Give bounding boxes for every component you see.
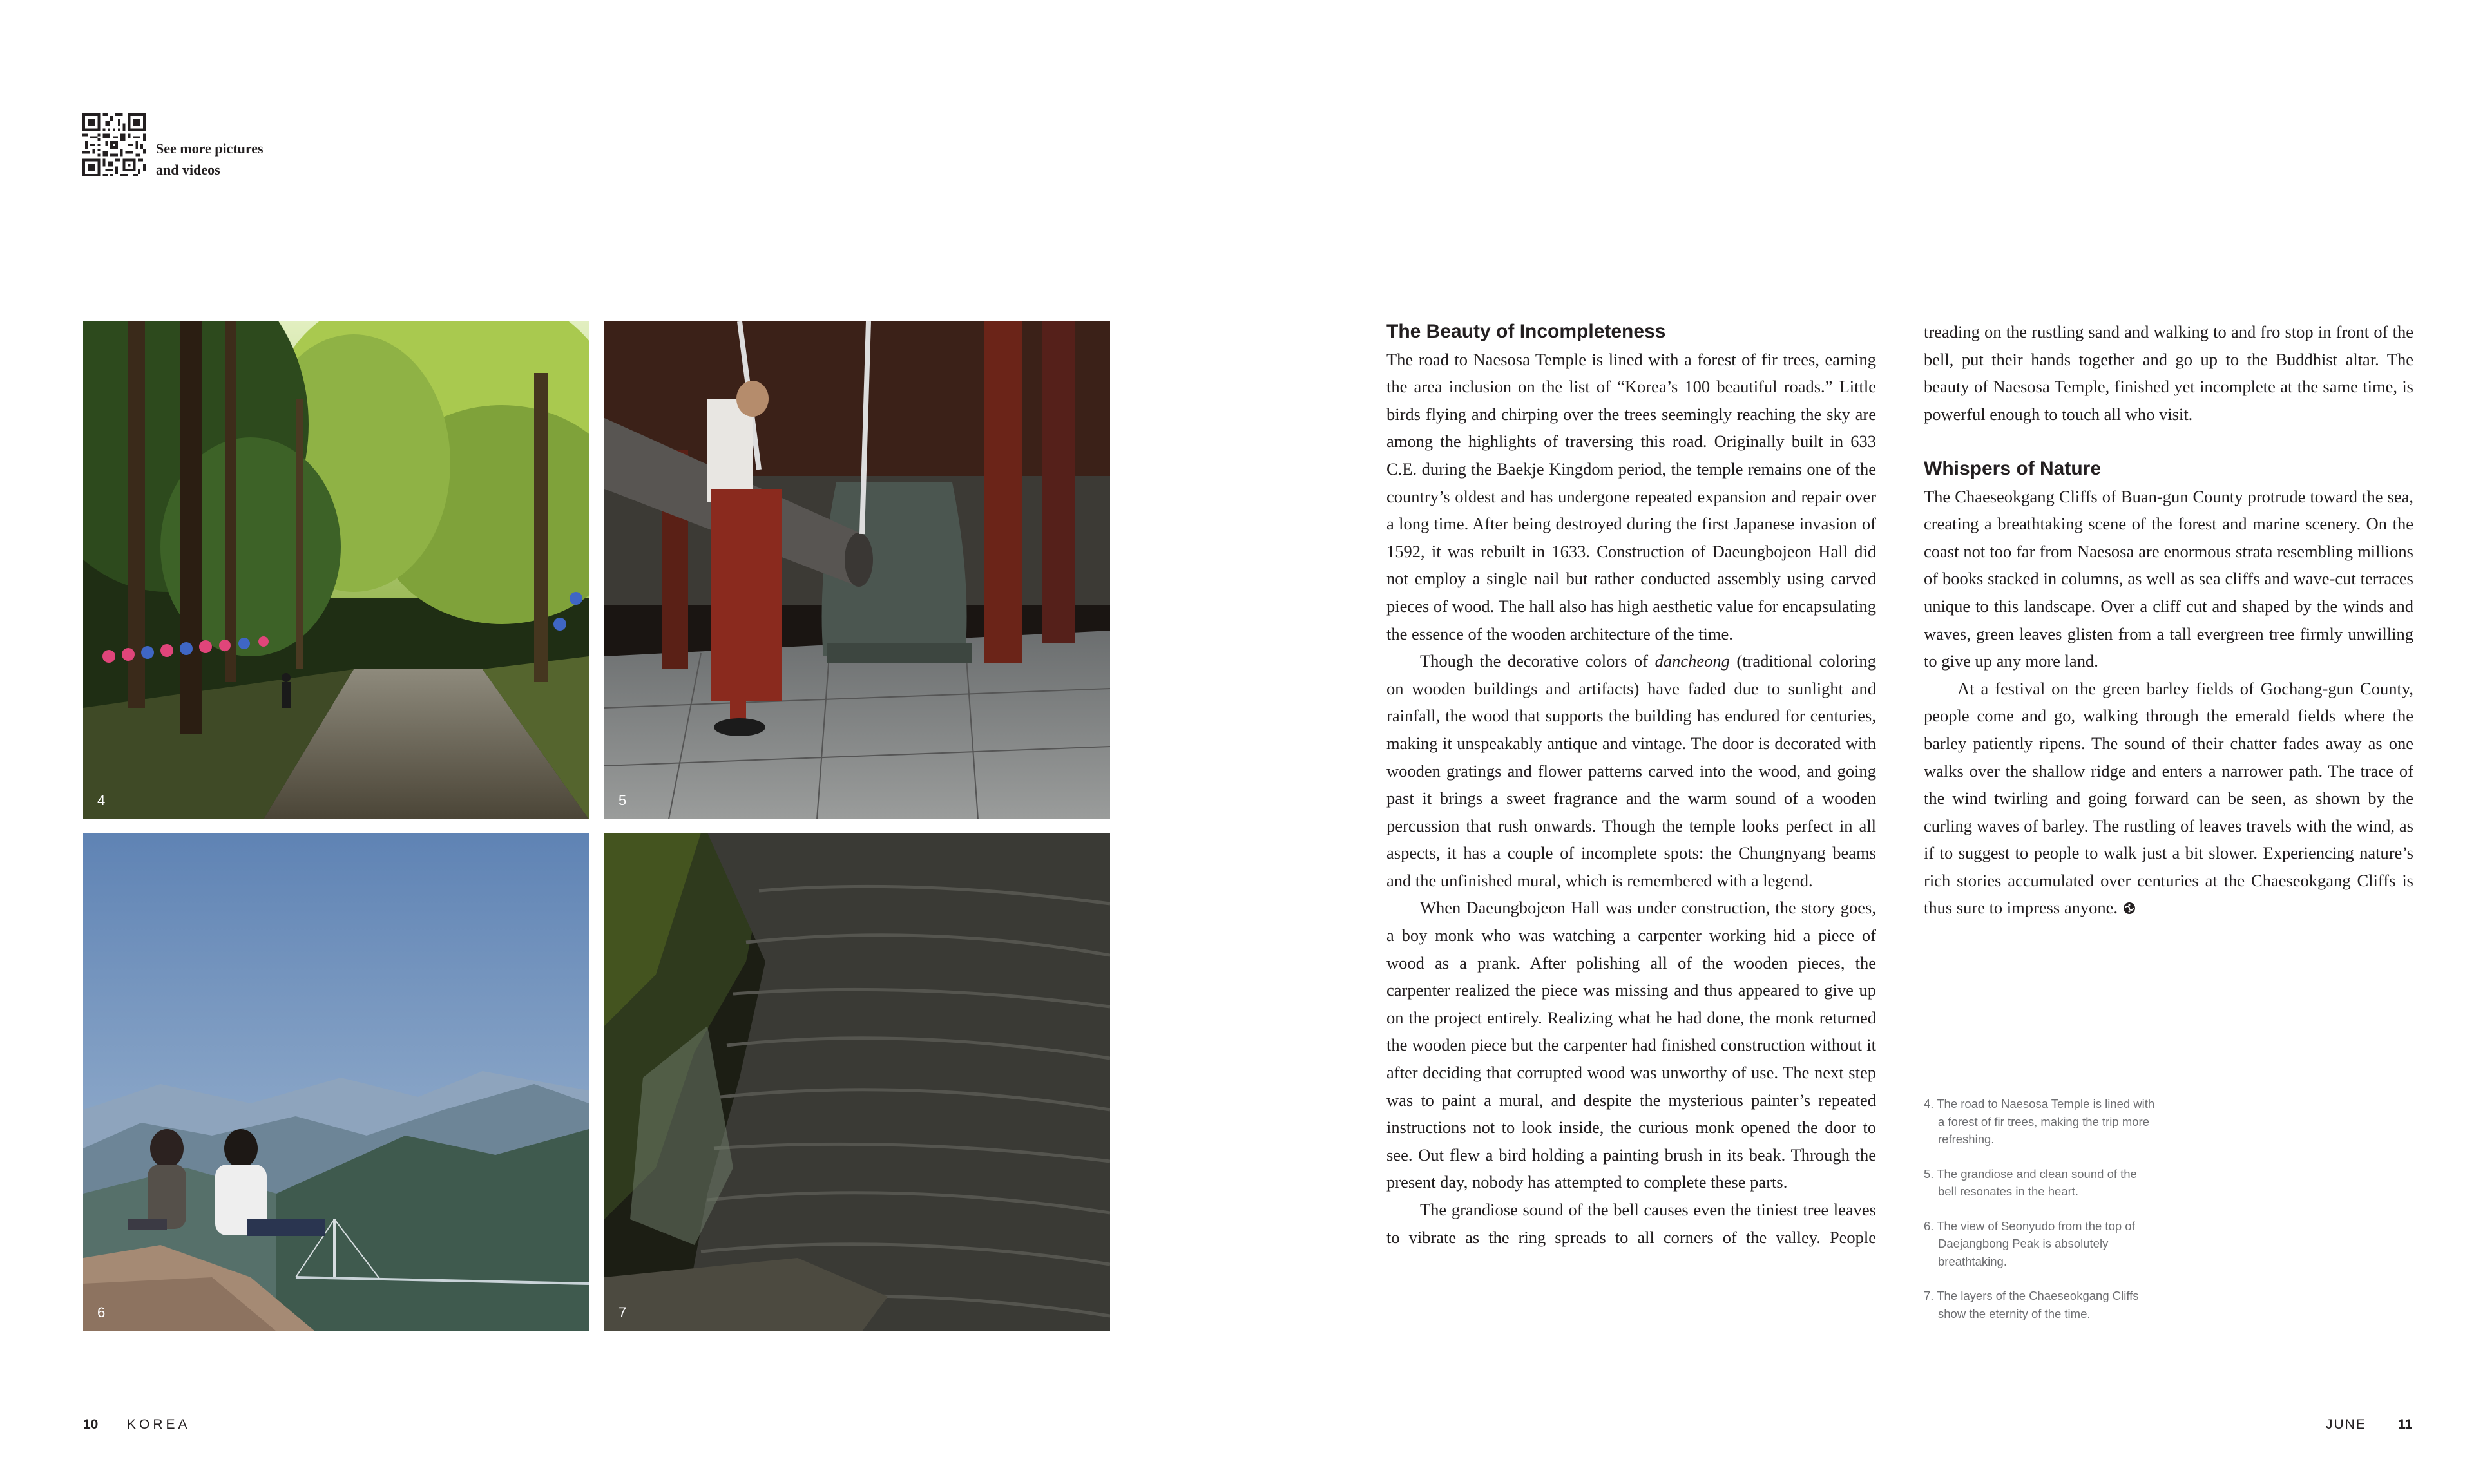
article-paragraph: The Chaeseokgang Cliffs of Buan-gun County protrude toward the sea, creating a breathtaking scene of the forest and marine scenery. On the coast not too far from Naesosa are enormous strata resembling millions of books stacked in columns, as well as sea cliffs and wave-cut terraces unique to this landscape. Over a cliff cut and shaped by the winds and waves, green leaves glisten from a tall evergreen tree firmly unwilling to give up any more land. (1924, 486, 2413, 671)
photo-number: 7 (618, 1304, 627, 1320)
section-heading-whispers: Whispers of Nature (1924, 457, 2102, 479)
photo-number: 6 (97, 1304, 106, 1320)
caption-photo-6: 6. The view of Seonyudo from the top of Daejangbong Peak is absolutely breathtaking. (1924, 1219, 2135, 1268)
article-paragraph-continuation (1924, 318, 2413, 428)
caption-photo-4: 4. The road to Naesosa Temple is lined with a forest of fir trees, making the trip more refreshing. (1924, 1097, 2155, 1146)
section-heading-beauty: The Beauty of Incompleteness (1386, 321, 1666, 342)
continued-paragraph-text: treading on the rustling sand and walking to and fro stop in front of the bell, put their hands together and go up to the Buddhist altar. The beauty of Naesosa Temple, finished yet incomplete at the same time, is powerful enough to touch all who visit. (1924, 322, 2413, 424)
photo-captions (1924, 1095, 2156, 1339)
article-paragraph: When Daeungbojeon Hall was under construction, the story goes, a boy monk who was watching a carpenter working hid a piece of wood as a prank. After polishing all of the wooden pieces, the carpenter realized the piece was missing and thus appeared to give up on the project entirely. Realizing what he had done, the monk returned the wooden piece but the carpenter had finished construction without it after deciding that corrupted wood was unworthy of use. The next step was to paint a mural, and despite the mysterious painter’s repeated instructions not to look inside, the curious monk opened the door to see. Out flew a bird holding a painting brush in its beak. Through the present day, nobody has attempted to complete these parts. (1386, 898, 1876, 1192)
paragraph-text: (traditional coloring on wooden buildings and artifacts) have faded due to sunlight and rainfall, the wood that supports the building has endured for centuries, making it unspeakably antique and vintage. The door is decorated with wooden gratings and flower patterns carved into the wood, and going past it brings a sweet fragrance and the warm sound of a wooden percussion that rush onwards. Though the temple looks perfect in all aspects, it has a couple of incomplete spots: the Chungnyang beams and the unfinished mural, which is remembered with a legend. (1386, 651, 1876, 890)
page-number-left: 10 (83, 1417, 99, 1432)
article-paragraph: The road to Naesosa Temple is lined with a forest of fir trees, earning the area inclusion on the list of “Korea’s 100 beautiful roads.” Little birds flying and chirping over the trees seemingly reaching the sky are among the highlights of traversing this road. Originally built in 633 C.E. during the Baekje Kingdom period, the temple remains one of the country’s oldest and has undergone repeated expansion and repair over a long time. After being destroyed during the first Japanese invasion of 1592, it was rebuilt in 1633. Construction of Daeungbojeon Hall did not employ a single nail but rather conducted assembly using carved pieces of wood. The hall also has high aesthetic value for encapsulating the essence of the wooden architecture of the time. (1386, 349, 1876, 643)
article-column-left (1386, 318, 1876, 1251)
paragraph-text: Though the decorative colors of (1420, 651, 1655, 671)
article-column-right (1924, 318, 2413, 922)
qr-caption-line2: and videos (156, 162, 220, 178)
issue-month: JUNE (2326, 1417, 2366, 1432)
photo-sea-cliffs (604, 833, 1110, 1331)
italic-term: dancheong (1654, 651, 1730, 671)
qr-caption-line1: See more pictures (156, 140, 264, 157)
qr-caption (156, 138, 264, 180)
caption-photo-7: 7. The layers of the Chaeseokgang Cliffs show the eternity of the time. (1924, 1289, 2139, 1320)
paragraph-text: At a festival on the green barley fields of Gochang-gun County, people come and go, walking through the emerald fields where the barley patiently ripens. The sound of their chatter fades away as one walks over the shallow ridge and enters a narrower path. The trace of the wind twirling and going forward can be seen, as shown by the curling waves of barley. The rustling of leaves travels with the wind, as if to suggest to people to walk just a bit slower. Experiencing nature’s rich stories accumulated over centuries at the Chaeseokgang Cliffs is thus sure to impress anyone. (1924, 678, 2413, 918)
article-paragraph (1386, 647, 1876, 894)
photo-temple-bell (604, 321, 1110, 819)
photo-forest-road (83, 321, 589, 819)
photo-number: 4 (97, 792, 106, 808)
article-paragraph (1924, 675, 2413, 922)
korea-end-mark-icon (2123, 902, 2136, 915)
article-paragraph-continued: The grandiose sound of the bell causes even the tiniest tree leaves to vibrate as the ring spreads to all corners of the valley. People (1386, 1200, 1876, 1247)
caption-photo-5: 5. The grandiose and clean sound of the bell resonates in the heart. (1924, 1166, 2137, 1198)
magazine-name: KOREA (127, 1417, 191, 1432)
photo-mountain-view (83, 833, 589, 1331)
qr-code-icon[interactable] (82, 113, 146, 176)
page-number-right: 11 (2398, 1417, 2413, 1432)
photo-number: 5 (618, 792, 627, 808)
